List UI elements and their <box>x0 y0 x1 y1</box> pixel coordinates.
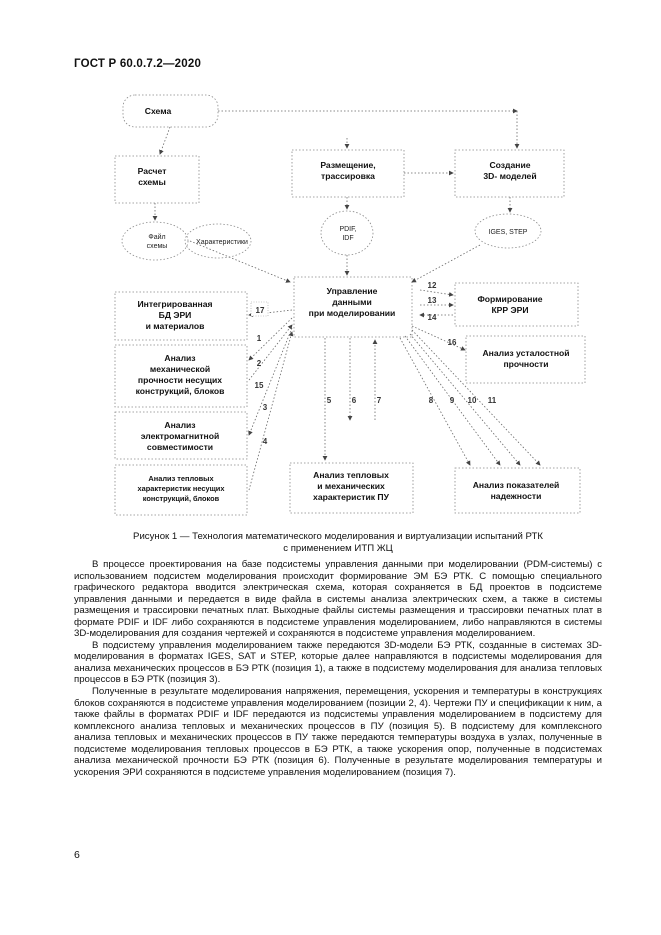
caption-line-1: Рисунок 1 — Технология математического моделирования и виртуализации испытаний РТК <box>133 531 543 542</box>
label-model3d: Создание 3D- моделей <box>483 160 537 181</box>
label-emc: Анализ электромагнитной совместимости <box>140 420 220 452</box>
pos-label-10: 10 <box>467 396 477 405</box>
label-integrated: Интегрированная БД ЭРИ и материалов <box>137 299 213 331</box>
pos-label-4: 4 <box>262 437 268 446</box>
pos-label-6: 6 <box>351 396 357 405</box>
pos-label-9: 9 <box>449 396 455 405</box>
pos-label-11: 11 <box>487 396 497 405</box>
label-placement: Размещение, трассировка <box>320 160 376 181</box>
body-text <box>74 559 602 778</box>
label-schema: Схема <box>144 106 172 116</box>
figure-caption <box>74 531 602 555</box>
oval-pdif <box>321 211 373 255</box>
label-management: Управление данными при моделировании <box>308 286 396 318</box>
pos-label-15: 15 <box>254 381 264 390</box>
oval-file <box>122 222 188 260</box>
document-header: ГОСТ Р 60.0.7.2—2020 <box>74 58 202 70</box>
pos-label-14: 14 <box>427 313 437 322</box>
pos-label-16: 16 <box>447 338 457 347</box>
label-krr: Формирование КРР ЭРИ <box>477 294 543 315</box>
oval-pdif-text: PDIF, IDF <box>339 226 357 242</box>
pos-label-3: 3 <box>262 403 268 412</box>
pos-label-13: 13 <box>427 296 437 305</box>
pos-label-2: 2 <box>256 359 262 368</box>
pos-label-17: 17 <box>255 306 265 315</box>
pos-label-12: 12 <box>427 281 437 290</box>
label-thermal-pu: Анализ тепловых и механических характеристик ПУ <box>313 470 389 502</box>
paragraph: В подсистему управления моделированием также передаются 3D-модели БЭ РТК, созданные в системах 3D-моделирования в форматах IGES, SAT и STEP, которые далее направляются в подсистемы моделирования для анализа механических процессов в БЭ РТК (позиция 1), а также в подсистему моделирования для анализа тепловых процессов в БЭ РТК (позиция 3). <box>74 639 602 686</box>
page-number: 6 <box>74 849 80 861</box>
pos-label-7: 7 <box>376 396 382 405</box>
label-fatigue: Анализ усталостной прочности <box>482 348 570 369</box>
paragraph: В процессе проектирования на базе подсистемы управления данными при моделировании (PDM-системы) с использованием подсистем моделирования происходит формирование ЭМ БЭ РТК. С помощью специального графического редактора вводится электрическая схема, которая сохраняется в БД проектов в подсистеме управления данными и передается в виде файла в системы анализа электрических схем, а также в системы размещения и трассировки печатных плат. Выходные файлы системы размещения и трассировки печатных плат в формате PDIF и IDF либо сохраняются в подсистеме управления моделированием, либо направляются в системы 3D-моделирования для создания чертежей и сохраняются в подсистеме управления моделированием. <box>74 559 602 640</box>
oval-file-text: Файл схемы <box>146 234 168 250</box>
pos-label-1: 1 <box>256 334 262 343</box>
pos-label-8: 8 <box>428 396 434 405</box>
caption-line-2: с применением ИТП ЖЦ <box>283 543 393 554</box>
paragraph: Полученные в результате моделирования напряжения, перемещения, ускорения и температуры в конструкциях блоков сохраняются в подсистеме управления моделированием (позиции 2, 4). Чертежи ПУ и спецификации к ним, а также файлы в форматах PDIF и IDF передаются из подсистемы управления моделированием в подсистему для комплексного анализа тепловых и механических процессов в ПУ (позиция 5). В подсистему для комплексного анализа тепловых и механических процессов в ПУ также передаются температуры воздуха в узлах, полученные в подсистеме моделирования тепловых процессов в БЭ РТК, а также ускорения опор, полученные в подсистемах анализа механической прочности БЭ РТК (позиция 6). Полученные в результате моделирования температуры и ускорения ЭРИ сохраняются в подсистеме управления моделированием (позиция 7). <box>74 686 602 778</box>
pos-label-5: 5 <box>326 396 332 405</box>
label-mech: Анализ механической прочности несущих конструкций, блоков <box>135 353 225 396</box>
oval-iges-text: IGES, STEP <box>488 229 528 236</box>
label-thermal-struct: Анализ тепловых характеристик несущих конструкций, блоков <box>137 474 225 503</box>
oval-characteristics-text: Характеристики <box>196 239 248 246</box>
label-reliability: Анализ показателей надежности <box>472 480 560 501</box>
label-calc: Расчет схемы <box>137 166 167 187</box>
